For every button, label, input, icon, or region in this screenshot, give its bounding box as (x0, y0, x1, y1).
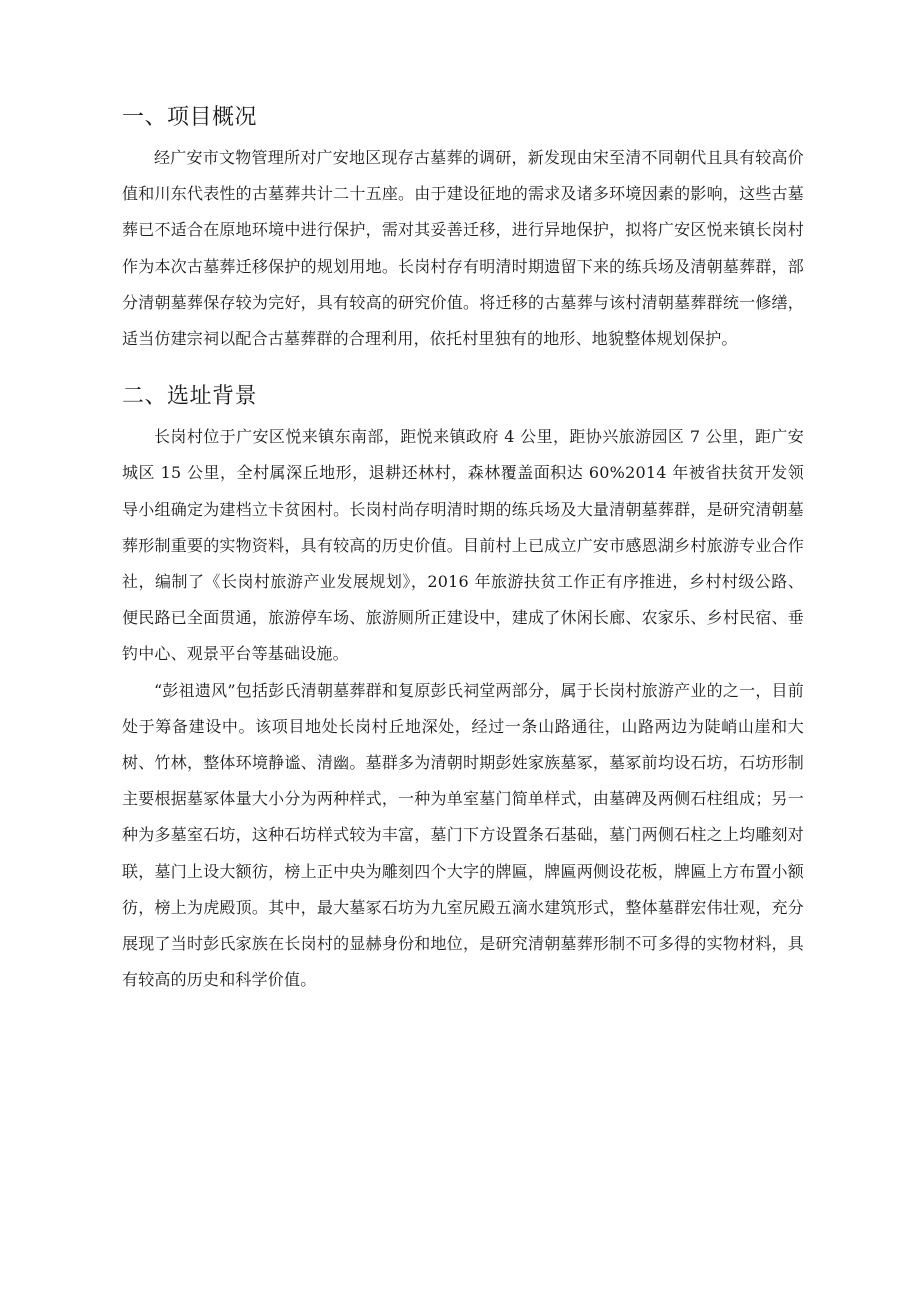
paragraph-project-overview: 经广安市文物管理所对广安地区现存古墓葬的调研，新发现由宋至清不同朝代且具有较高价值和川东代表性的古墓葬共计二十五座。由于建设征地的需求及诸多环境因素的影响，这些古墓葬已不适合在原地环境中进行保护，需对其妥善迁移，进行异地保护，拟将广安区悦来镇长岗村作为本次古墓葬迁移保护的规划用地。长岗村存有明清时期遗留下来的练兵场及清朝墓葬群，部分清朝墓葬保存较为完好，具有较高的研究价值。将迁移的古墓葬与该村清朝墓葬群统一修缮，适当仿建宗祠以配合古墓葬群的合理利用，依托村里独有的地形、地貌整体规划保护。 (122, 148, 804, 349)
section-heading-site-background: 二、选址背景 (122, 384, 258, 410)
paragraph-site-background-2: “彭祖遗风”包括彭氏清朝墓葬群和复原彭氏祠堂两部分，属于长岗村旅游产业的之一，目前处于筹备建设中。该项目地处长岗村丘地深处，经过一条山路通往，山路两边为陡峭山崖和大树、竹林，整体环境静谧、清幽。墓群多为清朝时期彭姓家族墓冢，墓冢前均设石坊，石坊形制主要根据墓冢体量大小分为两种样式，一种为单室墓门简单样式，由墓碑及两侧石柱组成；另一种为多墓室石坊，这种石坊样式较为丰富，墓门下方设置条石基础，墓门两侧石柱之上均雕刻对联，墓门上设大额彷，榜上正中央为雕刻四个大字的牌匾，牌匾两侧设花板，牌匾上方布置小额彷，榜上为虎殿顶。其中，最大墓冢石坊为九室尻殿五滴水建筑形式，整体墓群宏伟壮观，充分展现了当时彭氏家族在长岗村的显赫身份和地位，是研究清朝墓葬形制不可多得的实物材料，具有较高的历史和科学价值。 (122, 680, 804, 990)
document-body (122, 100, 804, 998)
paragraph-site-background-1: 长岗村位于广安区悦来镇东南部，距悦来镇政府 4 公里，距协兴旅游园区 7 公里，距广安城区 15 公里，全村属深丘地形，退耕还林村，森林覆盖面积达 60%2014 年被省扶贫开发领导小组确定为建档立卡贫困村。长岗村尚存明清时期的练兵场及大量清朝墓葬群，是研究清朝墓葬形制重要的实物资料，具有较高的历史价值。目前村上已成立广安市感恩湖乡村旅游专业合作社，编制了《长岗村旅游产业发展规划》，2016 年旅游扶贫工作正有序推进，乡村村级公路、便民路已全面贯通，旅游停车场、旅游厕所正建设中，建成了休闲长廊、农家乐、乡村民宿、垂钓中心、观景平台等基础设施。 (122, 427, 804, 664)
section-heading-project-overview: 一、项目概况 (122, 105, 258, 130)
